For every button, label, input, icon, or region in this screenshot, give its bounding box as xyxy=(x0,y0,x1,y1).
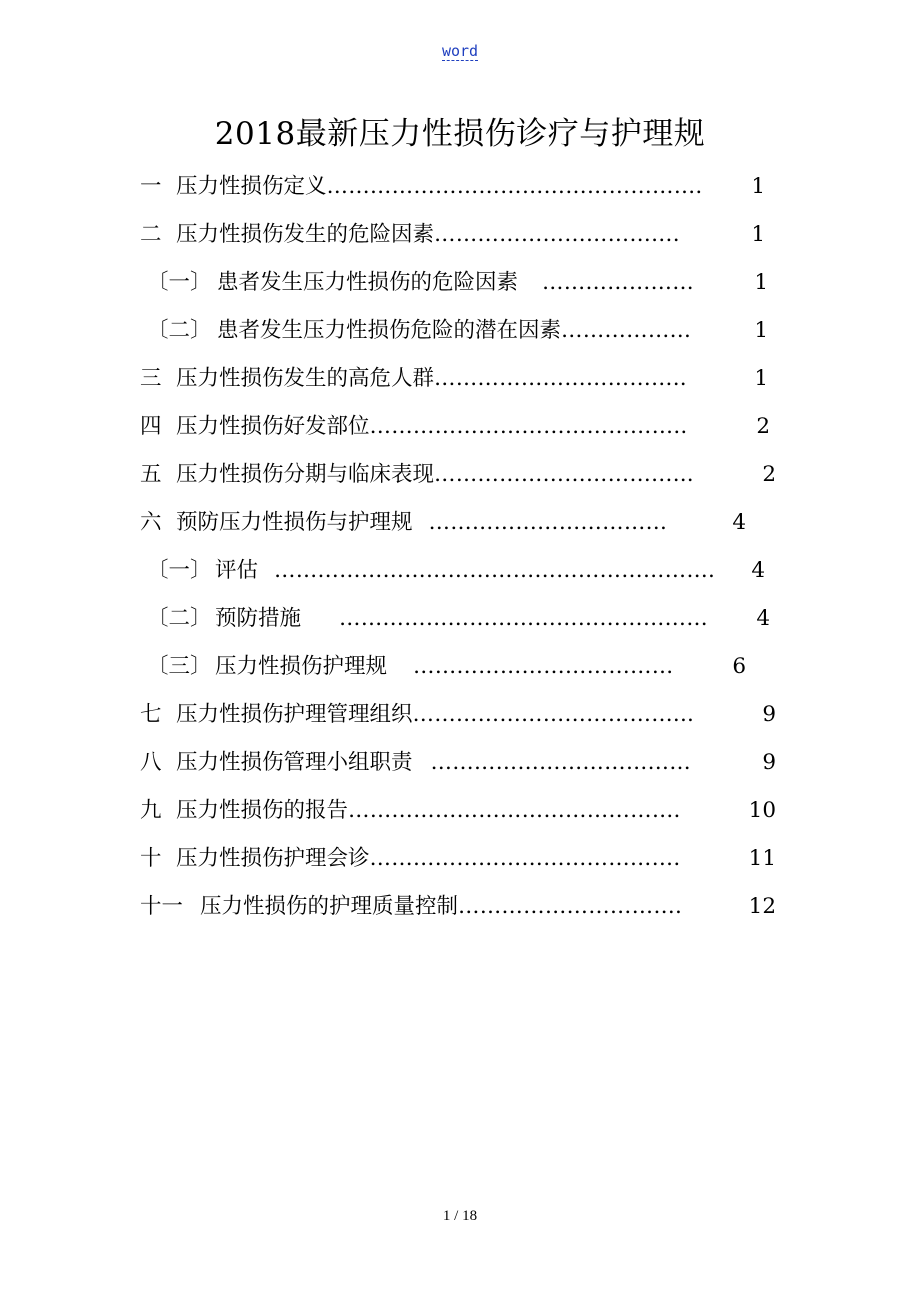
toc-entry[interactable] xyxy=(147,554,765,588)
toc-entry-leader: ……………………………… xyxy=(413,654,674,679)
toc-entry[interactable] xyxy=(140,746,776,780)
toc-entry-leader: …………………………. xyxy=(458,894,683,919)
toc-entry-title: 压力性损伤护理规 xyxy=(215,654,388,679)
toc-entry-number: 〔一〕 xyxy=(147,270,212,295)
toc-entry[interactable] xyxy=(140,890,776,924)
word-link[interactable]: word xyxy=(441,42,479,60)
toc-entry-page: 4 xyxy=(756,606,770,631)
toc-entry-number: 二 xyxy=(140,222,162,247)
toc-entry[interactable] xyxy=(140,842,776,876)
toc-entry[interactable] xyxy=(140,698,776,732)
toc-entry-page: 9 xyxy=(762,750,776,775)
toc-entry-page: 6 xyxy=(732,654,746,679)
toc-entry-number: 十一 xyxy=(140,894,184,919)
toc-entry-page: 11 xyxy=(748,846,776,871)
toc-entry-title: 压力性损伤的护理质量控制 xyxy=(200,894,459,919)
toc-entry-title: 压力性损伤分期与临床表现 xyxy=(176,462,435,487)
toc-entry-page: 1 xyxy=(754,318,768,343)
toc-entry-page: 10 xyxy=(748,798,776,823)
toc-entry-title: 压力性损伤好发部位 xyxy=(176,414,370,439)
toc-entry[interactable] xyxy=(140,218,765,252)
toc-entry-page: 1 xyxy=(754,270,768,295)
toc-entry-title: 压力性损伤护理管理组织 xyxy=(176,702,413,727)
toc-entry-leader: …………………………….. xyxy=(434,366,687,391)
toc-entry-leader: ………………… xyxy=(542,270,694,295)
toc-entry-leader: …………………………… xyxy=(428,510,668,535)
toc-entry-page: 9 xyxy=(762,702,776,727)
toc-entry[interactable] xyxy=(140,458,776,492)
toc-entry-leader: ……………………………. xyxy=(434,222,680,247)
toc-entry-leader: ………………………………... xyxy=(412,702,695,727)
toc-entry-title: 压力性损伤的报告 xyxy=(176,798,349,823)
toc-entry-leader: …………………………………….. xyxy=(369,414,688,439)
toc-entry-title: 压力性损伤管理小组职责 xyxy=(176,750,413,775)
toc-entry-page: 12 xyxy=(748,894,776,919)
toc-entry-leader: …………………………………………… xyxy=(339,606,708,631)
toc-entry-page: 2 xyxy=(762,462,776,487)
toc-entry-leader: ……………………………………. xyxy=(369,846,681,871)
toc-entry-leader: ……………… xyxy=(561,318,692,343)
toc-entry-title: 预防压力性损伤与护理规 xyxy=(176,510,413,535)
toc-entry-title: 患者发生压力性损伤危险的潜在因素 xyxy=(217,318,562,343)
toc-entry-title: 评估 xyxy=(215,558,259,583)
toc-entry[interactable] xyxy=(147,314,768,348)
toc-entry-number: 〔三〕 xyxy=(147,654,212,679)
toc-entry-page: 2 xyxy=(756,414,770,439)
toc-entry-page: 4 xyxy=(732,510,746,535)
toc-entry-number: 一 xyxy=(140,174,162,199)
toc-entry-leader: ………………………………………. xyxy=(348,798,681,823)
toc-entry-number: 〔一〕 xyxy=(147,558,212,583)
toc-entry[interactable] xyxy=(140,506,746,540)
toc-entry-title: 压力性损伤发生的危险因素 xyxy=(176,222,435,247)
toc-entry-leader: ……………………………... xyxy=(434,462,694,487)
toc-entry-page: 4 xyxy=(751,558,765,583)
toc-entry-title: 压力性损伤护理会诊 xyxy=(176,846,370,871)
toc-entry[interactable] xyxy=(140,410,770,444)
toc-entry[interactable] xyxy=(147,650,746,684)
header-word-link-area xyxy=(0,40,920,62)
toc-entry-title: 压力性损伤定义 xyxy=(176,174,327,199)
toc-entry[interactable] xyxy=(140,362,768,396)
toc-entry[interactable] xyxy=(140,170,765,204)
toc-entry-page: 1 xyxy=(754,366,768,391)
toc-entry-number: 三 xyxy=(140,366,162,391)
toc-entry[interactable] xyxy=(147,602,770,636)
toc-entry-number: 〔二〕 xyxy=(147,606,212,631)
toc-entry-page: 1 xyxy=(751,174,765,199)
toc-entry-number: 四 xyxy=(140,414,162,439)
toc-entry-leader: ……………………………… xyxy=(430,750,691,775)
toc-entry-number: 五 xyxy=(140,462,162,487)
toc-entry-title: 患者发生压力性损伤的危险因素 xyxy=(217,270,519,295)
toc-entry-number: 九 xyxy=(140,798,162,823)
document-title: 2018最新压力性损伤诊疗与护理规 xyxy=(214,116,706,152)
toc-entry-page: 1 xyxy=(751,222,765,247)
toc-entry[interactable] xyxy=(140,794,776,828)
toc-entry[interactable] xyxy=(147,266,768,300)
toc-entry-number: 六 xyxy=(140,510,162,535)
toc-entry-leader: ……………………………………………. xyxy=(326,174,703,199)
toc-entry-number: 七 xyxy=(140,702,162,727)
page-indicator: 1 / 18 xyxy=(442,1208,478,1224)
toc-entry-leader: ……………………………………………………. xyxy=(274,558,716,583)
toc-entry-title: 预防措施 xyxy=(215,606,302,631)
toc-entry-number: 〔二〕 xyxy=(147,318,212,343)
toc-entry-number: 八 xyxy=(140,750,162,775)
toc-entry-title: 压力性损伤发生的高危人群 xyxy=(176,366,435,391)
toc-entry-number: 十 xyxy=(140,846,162,871)
